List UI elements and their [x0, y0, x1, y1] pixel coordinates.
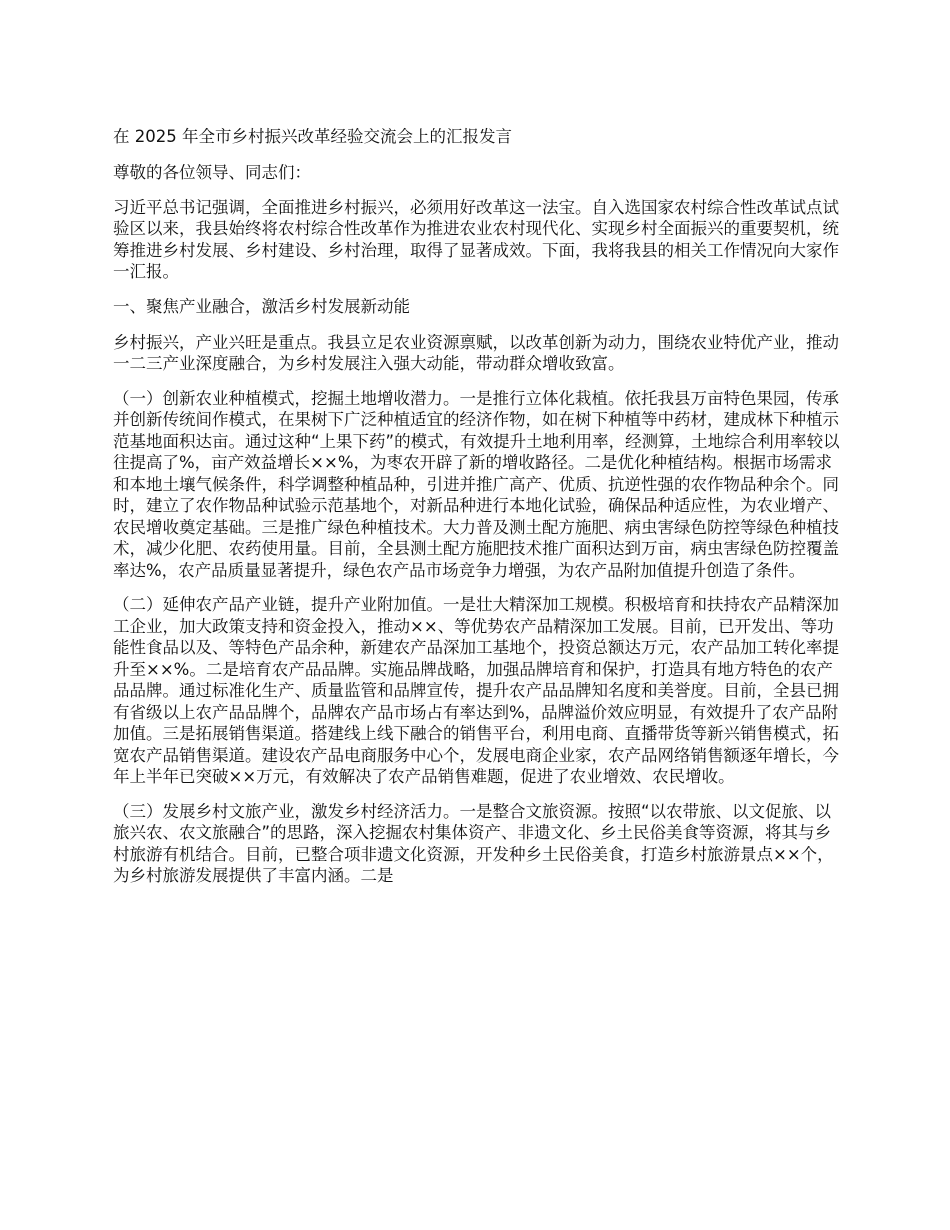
document-title: 在 2025 年全市乡村振兴改革经验交流会上的汇报发言: [113, 127, 512, 146]
subsection-3-paragraph: （三）发展乡村文旅产业，激发乡村经济活力。一是整合文旅资源。按照“以农带旅、以文促旅、以旅兴农、农文旅融合”的思路，深入挖掘农村集体资产、非遗文化、乡土民俗美食等资源，将其与乡村旅游有机结合。目前，已整合项非遗文化资源，开发种乡土民俗美食，打造乡村旅游景点××个，为乡村旅游发展提供了丰富内涵。二是: [113, 801, 834, 885]
section-heading-1: 一、聚焦产业融合，激活乡村发展新动能: [113, 296, 410, 316]
intro-paragraph: 习近平总书记强调，全面推进乡村振兴，必须用好改革这一法宝。自入选国家农村综合性改革试点试验区以来，我县始终将农村综合性改革作为推进农业农村现代化、实现乡村全面振兴的重要契机，统筹推进乡村发展、乡村建设、乡村治理，取得了显著成效。下面，我将我县的相关工作情况向大家作一汇报。: [113, 197, 839, 281]
document-page: [113, 126, 843, 900]
salutation: 尊敬的各位领导、同志们：: [113, 163, 311, 182]
subsection-1-paragraph: （一）创新农业种植模式，挖掘土地增收潜力。一是推行立体化栽植。依托我县万亩特色果园，传承并创新传统间作模式，在果树下广泛种植适宜的经济作物，如在树下种植等中药材，建成林下种植示范基地面积达亩。通过这种“上果下药”的模式，有效提升土地利用率，经测算，土地综合利用率较以往提高了%，亩产效益增长××%，为枣农开辟了新的增收路径。二是优化种植结构。根据市场需求和本地土壤气候条件，科学调整种植品种，引进并推广高产、优质、抗逆性强的农作物品种余个。同时，建立了农作物品种试验示范基地个，对新品种进行本地化试验，确保品种适应性，为农业增产、农民增收奠定基础。三是推广绿色种植技术。大力普及测土配方施肥、病虫害绿色防控等绿色种植技术，减少化肥、农药使用量。目前，全县测土配方施肥技术推广面积达到万亩，病虫害绿色防控覆盖率达%，农产品质量显著提升，绿色农产品市场竞争力增强，为农产品附加值提升创造了条件。: [113, 388, 840, 580]
subsection-2-paragraph: （二）延伸农产品产业链，提升产业附加值。一是壮大精深加工规模。积极培育和扶持农产品精深加工企业，加大政策支持和资金投入，推动××、等优势农产品精深加工发展。目前，已开发出、等功能性食品以及、等特色产品余种，新建农产品深加工基地个，投资总额达万元，农产品加工转化率提升至××%。二是培育农产品品牌。实施品牌战略，加强品牌培育和保护，打造具有地方特色的农产品品牌。通过标准化生产、质量监管和品牌宣传，提升农产品品牌知名度和美誉度。目前，全县已拥有省级以上农产品品牌个，品牌农产品市场占有率达到%，品牌溢价效应明显，有效提升了农产品附加值。三是拓展销售渠道。搭建线上线下融合的销售平台，利用电商、直播带货等新兴销售模式，拓宽农产品销售渠道。建设农产品电商服务中心个，发展电商企业家，农产品网络销售额逐年增长，今年上半年已突破××万元，有效解决了农产品销售难题，促进了农业增效、农民增收。: [113, 595, 839, 786]
section-1-intro-paragraph: 乡村振兴，产业兴旺是重点。我县立足农业资源禀赋，以改革创新为动力，围绕农业特优产业，推动一二三产业深度融合，为乡村发展注入强大动能，带动群众增收致富。: [113, 332, 839, 373]
